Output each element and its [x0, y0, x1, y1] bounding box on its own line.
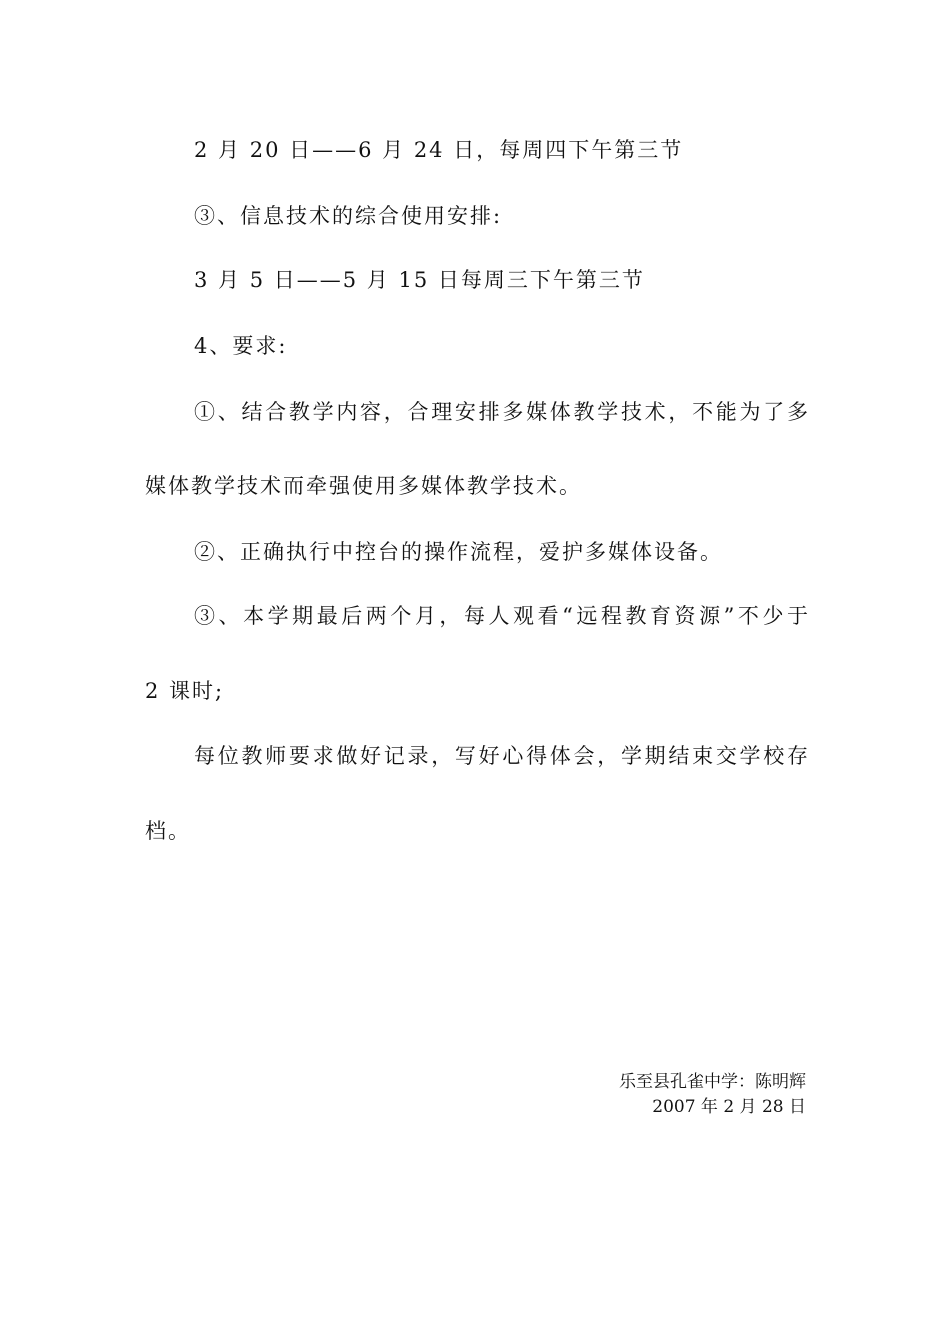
- requirement-2: ②、正确执行中控台的操作流程，爱护多媒体设备。: [194, 540, 723, 564]
- requirement-3-line-2: 2 课时;: [145, 679, 225, 703]
- requirement-1-line-1: ①、结合教学内容，合理安排多媒体教学技术，不能为了多: [194, 400, 808, 424]
- closing-line-2: 档。: [145, 819, 191, 843]
- requirement-1-line-2: 媒体教学技术而牵强使用多媒体教学技术。: [145, 474, 582, 498]
- requirement-3-line-1: ③、本学期最后两个月，每人观看“远程教育资源”不少于: [194, 604, 808, 628]
- signature-date: 2007 年 2 月 28 日: [652, 1097, 806, 1117]
- schedule-line-thursday: 2 月 20 日——6 月 24 日，每周四下午第三节: [194, 138, 684, 162]
- schedule-line-wednesday: 3 月 5 日——5 月 15 日每周三下午第三节: [194, 268, 645, 292]
- requirements-heading: 4、要求:: [194, 334, 288, 358]
- closing-line-1: 每位教师要求做好记录，写好心得体会，学期结束交学校存: [194, 744, 808, 768]
- signature-author: 乐至县孔雀中学：陈明辉: [619, 1072, 806, 1092]
- it-usage-heading: ③、信息技术的综合使用安排:: [194, 204, 503, 228]
